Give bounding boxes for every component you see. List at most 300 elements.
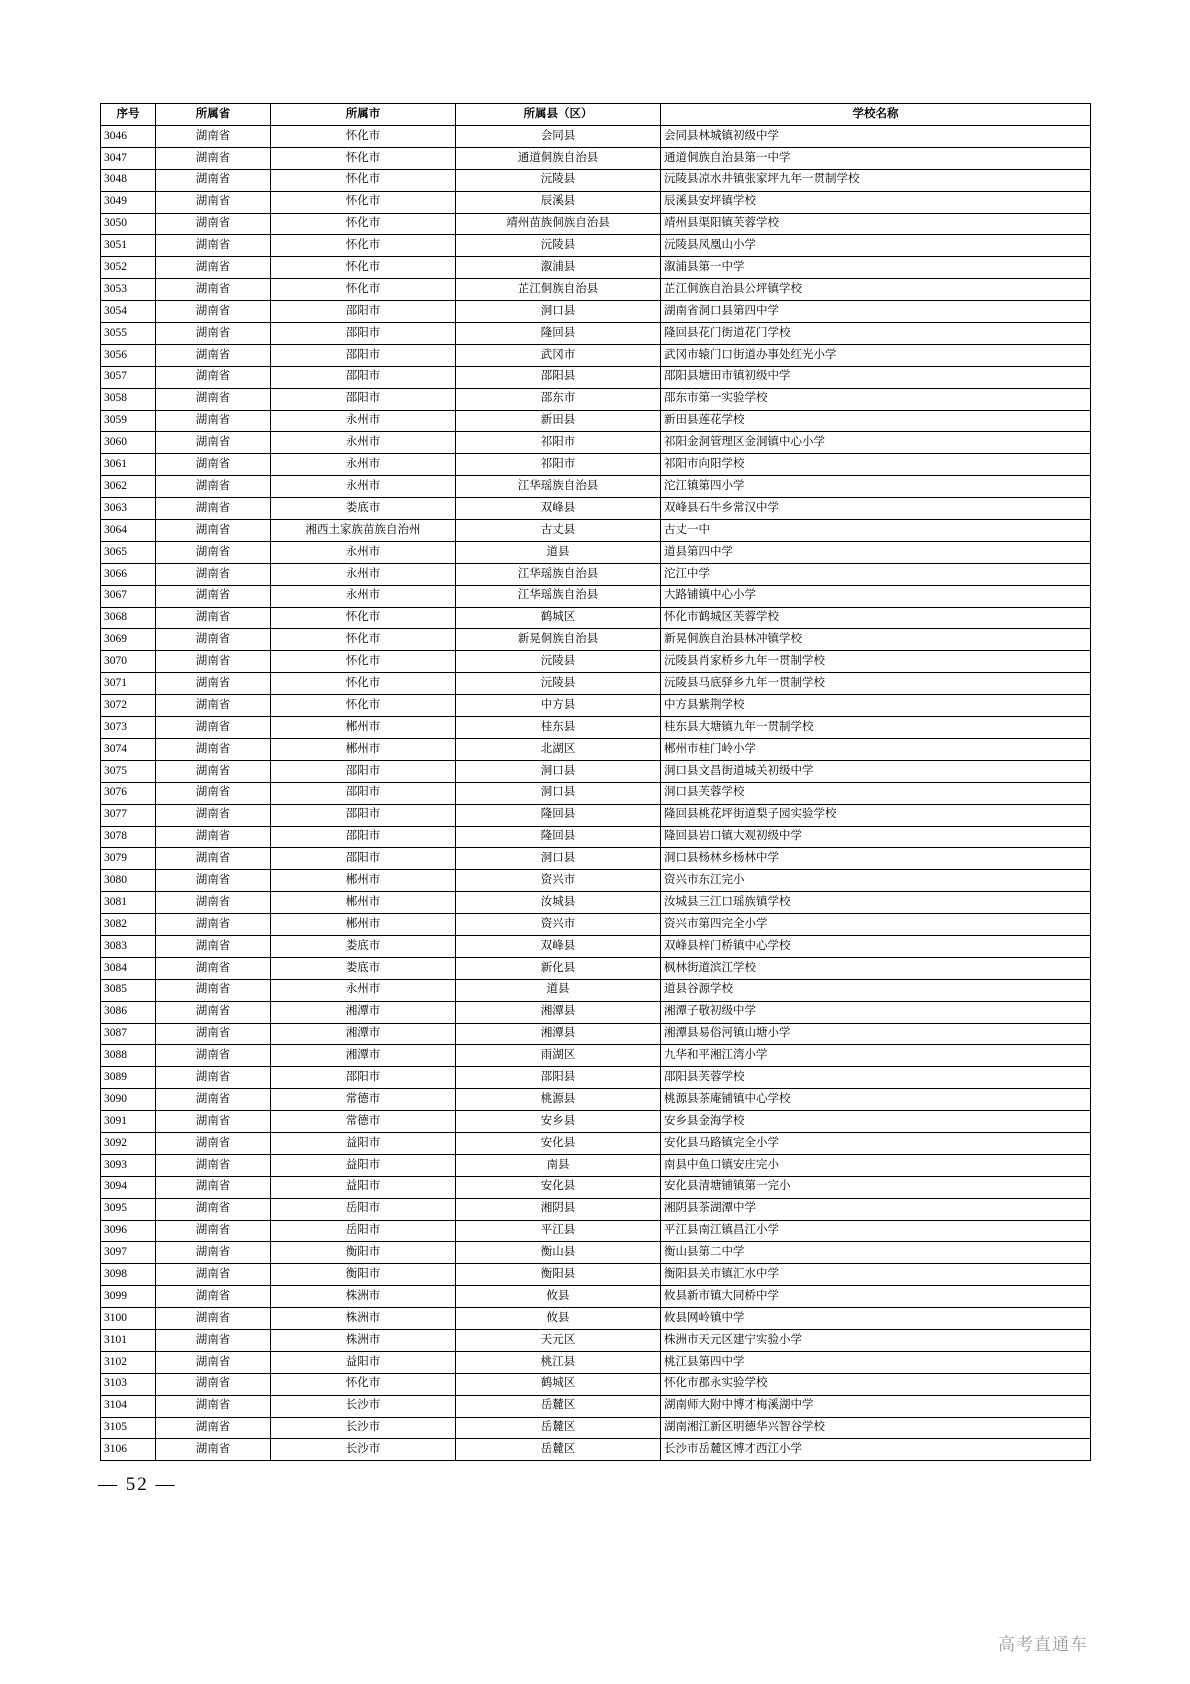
table-row	[101, 673, 1091, 695]
cell-seq: 3103	[101, 1373, 156, 1395]
cell-county: 衡阳县	[456, 1264, 661, 1286]
cell-province: 湖南省	[156, 1198, 271, 1220]
cell-province: 湖南省	[156, 366, 271, 388]
cell-school-name: 攸县网岭镇中学	[661, 1308, 1091, 1330]
cell-school-name: 会同县林城镇初级中学	[661, 126, 1091, 148]
cell-school-name: 中方县紫荆学校	[661, 695, 1091, 717]
column-header-3: 所属县（区）	[456, 104, 661, 126]
table-row	[101, 126, 1091, 148]
cell-city: 益阳市	[271, 1132, 456, 1154]
table-row	[101, 738, 1091, 760]
cell-province: 湖南省	[156, 169, 271, 191]
cell-county: 古丈县	[456, 520, 661, 542]
cell-seq: 3066	[101, 563, 156, 585]
school-table-container	[100, 103, 1090, 1461]
cell-seq: 3063	[101, 498, 156, 520]
cell-seq: 3051	[101, 235, 156, 257]
cell-province: 湖南省	[156, 1176, 271, 1198]
cell-seq: 3057	[101, 366, 156, 388]
cell-city: 邵阳市	[271, 782, 456, 804]
cell-county: 祁阳市	[456, 454, 661, 476]
cell-province: 湖南省	[156, 432, 271, 454]
cell-school-name: 桃江县第四中学	[661, 1351, 1091, 1373]
cell-school-name: 湖南师大附中博才梅溪湖中学	[661, 1395, 1091, 1417]
cell-city: 岳阳市	[271, 1220, 456, 1242]
cell-county: 雨湖区	[456, 1045, 661, 1067]
cell-city: 怀化市	[271, 213, 456, 235]
table-row	[101, 476, 1091, 498]
cell-seq: 3054	[101, 301, 156, 323]
page-number: — 52 —	[98, 1474, 177, 1495]
cell-seq: 3077	[101, 804, 156, 826]
cell-seq: 3088	[101, 1045, 156, 1067]
table-row	[101, 1395, 1091, 1417]
cell-city: 长沙市	[271, 1417, 456, 1439]
table-row	[101, 147, 1091, 169]
cell-county: 岳麓区	[456, 1417, 661, 1439]
table-row	[101, 957, 1091, 979]
cell-seq: 3100	[101, 1308, 156, 1330]
cell-school-name: 新田县莲花学校	[661, 410, 1091, 432]
cell-city: 邵阳市	[271, 848, 456, 870]
table-row	[101, 520, 1091, 542]
table-row	[101, 1439, 1091, 1461]
cell-city: 永州市	[271, 585, 456, 607]
cell-city: 怀化市	[271, 126, 456, 148]
cell-seq: 3097	[101, 1242, 156, 1264]
cell-province: 湖南省	[156, 541, 271, 563]
cell-county: 沅陵县	[456, 169, 661, 191]
cell-county: 芷江侗族自治县	[456, 279, 661, 301]
cell-county: 江华瑶族自治县	[456, 476, 661, 498]
cell-city: 邵阳市	[271, 388, 456, 410]
cell-seq: 3067	[101, 585, 156, 607]
cell-seq: 3052	[101, 257, 156, 279]
cell-province: 湖南省	[156, 1264, 271, 1286]
cell-seq: 3093	[101, 1154, 156, 1176]
table-row	[101, 1198, 1091, 1220]
cell-school-name: 邵东市第一实验学校	[661, 388, 1091, 410]
cell-city: 株洲市	[271, 1308, 456, 1330]
table-body	[101, 126, 1091, 1461]
cell-seq: 3098	[101, 1264, 156, 1286]
cell-province: 湖南省	[156, 979, 271, 1001]
cell-county: 会同县	[456, 126, 661, 148]
cell-province: 湖南省	[156, 1045, 271, 1067]
cell-seq: 3082	[101, 914, 156, 936]
cell-school-name: 长沙市岳麓区博才西江小学	[661, 1439, 1091, 1461]
table-row	[101, 935, 1091, 957]
cell-seq: 3089	[101, 1067, 156, 1089]
cell-city: 郴州市	[271, 914, 456, 936]
cell-school-name: 道县谷源学校	[661, 979, 1091, 1001]
table-row	[101, 870, 1091, 892]
cell-school-name: 湘潭县易俗河镇山塘小学	[661, 1023, 1091, 1045]
cell-county: 攸县	[456, 1308, 661, 1330]
cell-county: 桃江县	[456, 1351, 661, 1373]
cell-province: 湖南省	[156, 892, 271, 914]
cell-county: 湘阴县	[456, 1198, 661, 1220]
cell-county: 沅陵县	[456, 651, 661, 673]
cell-school-name: 祁阳金洞管理区金洞镇中心小学	[661, 432, 1091, 454]
cell-county: 隆回县	[456, 804, 661, 826]
table-row	[101, 410, 1091, 432]
cell-seq: 3062	[101, 476, 156, 498]
cell-city: 怀化市	[271, 695, 456, 717]
cell-county: 邵东市	[456, 388, 661, 410]
cell-school-name: 沅陵县肖家桥乡九年一贯制学校	[661, 651, 1091, 673]
cell-seq: 3091	[101, 1111, 156, 1133]
cell-seq: 3099	[101, 1286, 156, 1308]
cell-province: 湖南省	[156, 629, 271, 651]
table-row	[101, 1417, 1091, 1439]
cell-province: 湖南省	[156, 301, 271, 323]
table-row	[101, 1001, 1091, 1023]
table-row	[101, 585, 1091, 607]
cell-county: 洞口县	[456, 782, 661, 804]
watermark-text: 高考直通车	[998, 1635, 1088, 1654]
cell-county: 邵阳县	[456, 366, 661, 388]
cell-province: 湖南省	[156, 957, 271, 979]
cell-school-name: 祁阳市向阳学校	[661, 454, 1091, 476]
cell-seq: 3081	[101, 892, 156, 914]
table-row	[101, 1286, 1091, 1308]
cell-county: 天元区	[456, 1329, 661, 1351]
cell-seq: 3061	[101, 454, 156, 476]
cell-city: 益阳市	[271, 1176, 456, 1198]
cell-city: 郴州市	[271, 870, 456, 892]
cell-city: 娄底市	[271, 957, 456, 979]
cell-seq: 3094	[101, 1176, 156, 1198]
cell-county: 道县	[456, 541, 661, 563]
cell-county: 北湖区	[456, 738, 661, 760]
cell-school-name: 靖州县渠阳镇芙蓉学校	[661, 213, 1091, 235]
cell-city: 邵阳市	[271, 760, 456, 782]
cell-school-name: 湘阴县茶湖潭中学	[661, 1198, 1091, 1220]
cell-county: 鹤城区	[456, 607, 661, 629]
cell-province: 湖南省	[156, 1308, 271, 1330]
cell-school-name: 资兴市东江完小	[661, 870, 1091, 892]
cell-city: 永州市	[271, 541, 456, 563]
cell-school-name: 洞口县杨林乡杨林中学	[661, 848, 1091, 870]
cell-county: 洞口县	[456, 760, 661, 782]
cell-city: 岳阳市	[271, 1198, 456, 1220]
cell-seq: 3050	[101, 213, 156, 235]
cell-seq: 3104	[101, 1395, 156, 1417]
column-header-1: 所属省	[156, 104, 271, 126]
cell-county: 湘潭县	[456, 1023, 661, 1045]
cell-seq: 3055	[101, 323, 156, 345]
cell-city: 湘潭市	[271, 1001, 456, 1023]
cell-county: 安乡县	[456, 1111, 661, 1133]
table-row	[101, 892, 1091, 914]
cell-province: 湖南省	[156, 1089, 271, 1111]
cell-school-name: 桃源县茶庵铺镇中心学校	[661, 1089, 1091, 1111]
cell-county: 双峰县	[456, 498, 661, 520]
cell-school-name: 平江县南江镇昌江小学	[661, 1220, 1091, 1242]
cell-province: 湖南省	[156, 1220, 271, 1242]
cell-school-name: 攸县新市镇大同桥中学	[661, 1286, 1091, 1308]
cell-province: 湖南省	[156, 235, 271, 257]
cell-city: 郴州市	[271, 738, 456, 760]
cell-school-name: 怀化市鹤城区芙蓉学校	[661, 607, 1091, 629]
cell-school-name: 洞口县芙蓉学校	[661, 782, 1091, 804]
cell-school-name: 芷江侗族自治县公坪镇学校	[661, 279, 1091, 301]
table-row	[101, 1045, 1091, 1067]
cell-city: 娄底市	[271, 935, 456, 957]
table-row	[101, 1329, 1091, 1351]
cell-school-name: 九华和平湘江湾小学	[661, 1045, 1091, 1067]
cell-city: 怀化市	[271, 607, 456, 629]
cell-city: 邵阳市	[271, 826, 456, 848]
cell-city: 永州市	[271, 454, 456, 476]
cell-seq: 3059	[101, 410, 156, 432]
cell-school-name: 汝城县三江口瑶族镇学校	[661, 892, 1091, 914]
cell-city: 怀化市	[271, 673, 456, 695]
cell-province: 湖南省	[156, 257, 271, 279]
cell-province: 湖南省	[156, 738, 271, 760]
cell-county: 鹤城区	[456, 1373, 661, 1395]
table-row	[101, 235, 1091, 257]
cell-province: 湖南省	[156, 1286, 271, 1308]
cell-county: 攸县	[456, 1286, 661, 1308]
cell-seq: 3084	[101, 957, 156, 979]
cell-province: 湖南省	[156, 848, 271, 870]
cell-school-name: 邵阳县塘田市镇初级中学	[661, 366, 1091, 388]
table-row	[101, 1132, 1091, 1154]
cell-seq: 3071	[101, 673, 156, 695]
cell-province: 湖南省	[156, 147, 271, 169]
cell-county: 汝城县	[456, 892, 661, 914]
table-row	[101, 782, 1091, 804]
cell-city: 湘潭市	[271, 1023, 456, 1045]
table-row	[101, 1023, 1091, 1045]
table-row	[101, 1373, 1091, 1395]
cell-county: 隆回县	[456, 826, 661, 848]
cell-seq: 3083	[101, 935, 156, 957]
cell-city: 永州市	[271, 410, 456, 432]
cell-county: 祁阳市	[456, 432, 661, 454]
column-header-4: 学校名称	[661, 104, 1091, 126]
cell-county: 衡山县	[456, 1242, 661, 1264]
cell-city: 永州市	[271, 432, 456, 454]
cell-province: 湖南省	[156, 126, 271, 148]
cell-city: 湘潭市	[271, 1045, 456, 1067]
cell-school-name: 安化县清塘铺镇第一完小	[661, 1176, 1091, 1198]
cell-city: 怀化市	[271, 279, 456, 301]
cell-city: 永州市	[271, 563, 456, 585]
cell-seq: 3092	[101, 1132, 156, 1154]
cell-city: 郴州市	[271, 717, 456, 739]
cell-city: 怀化市	[271, 147, 456, 169]
table-row	[101, 366, 1091, 388]
cell-province: 湖南省	[156, 1439, 271, 1461]
cell-province: 湖南省	[156, 1067, 271, 1089]
cell-city: 怀化市	[271, 629, 456, 651]
cell-province: 湖南省	[156, 1001, 271, 1023]
cell-city: 怀化市	[271, 235, 456, 257]
cell-province: 湖南省	[156, 782, 271, 804]
table-row	[101, 169, 1091, 191]
cell-school-name: 双峰县石牛乡常汉中学	[661, 498, 1091, 520]
cell-seq: 3096	[101, 1220, 156, 1242]
cell-school-name: 湖南省洞口县第四中学	[661, 301, 1091, 323]
cell-county: 新化县	[456, 957, 661, 979]
cell-school-name: 枫林街道滨江学校	[661, 957, 1091, 979]
cell-province: 湖南省	[156, 1417, 271, 1439]
cell-county: 洞口县	[456, 301, 661, 323]
cell-school-name: 株洲市天元区建宁实验小学	[661, 1329, 1091, 1351]
cell-school-name: 双峰县梓门桥镇中心学校	[661, 935, 1091, 957]
table-row	[101, 257, 1091, 279]
cell-seq: 3049	[101, 191, 156, 213]
cell-city: 郴州市	[271, 892, 456, 914]
cell-school-name: 怀化市郡永实验学校	[661, 1373, 1091, 1395]
cell-city: 邵阳市	[271, 344, 456, 366]
table-row	[101, 1089, 1091, 1111]
cell-province: 湖南省	[156, 695, 271, 717]
cell-school-name: 通道侗族自治县第一中学	[661, 147, 1091, 169]
cell-county: 溆浦县	[456, 257, 661, 279]
cell-province: 湖南省	[156, 454, 271, 476]
cell-province: 湖南省	[156, 520, 271, 542]
cell-county: 安化县	[456, 1132, 661, 1154]
cell-seq: 3079	[101, 848, 156, 870]
cell-school-name: 衡山县第二中学	[661, 1242, 1091, 1264]
column-header-2: 所属市	[271, 104, 456, 126]
cell-city: 益阳市	[271, 1154, 456, 1176]
cell-province: 湖南省	[156, 935, 271, 957]
table-row	[101, 760, 1091, 782]
cell-county: 双峰县	[456, 935, 661, 957]
cell-province: 湖南省	[156, 585, 271, 607]
cell-seq: 3102	[101, 1351, 156, 1373]
cell-county: 桃源县	[456, 1089, 661, 1111]
cell-city: 邵阳市	[271, 323, 456, 345]
cell-city: 衡阳市	[271, 1242, 456, 1264]
cell-county: 靖州苗族侗族自治县	[456, 213, 661, 235]
table-row	[101, 629, 1091, 651]
cell-seq: 3073	[101, 717, 156, 739]
cell-seq: 3075	[101, 760, 156, 782]
cell-school-name: 沅陵县马底驿乡九年一贯制学校	[661, 673, 1091, 695]
table-row	[101, 213, 1091, 235]
table-row	[101, 695, 1091, 717]
cell-city: 怀化市	[271, 257, 456, 279]
cell-city: 衡阳市	[271, 1264, 456, 1286]
cell-seq: 3080	[101, 870, 156, 892]
cell-school-name: 古丈一中	[661, 520, 1091, 542]
cell-seq: 3070	[101, 651, 156, 673]
cell-school-name: 洞口县文昌街道城关初级中学	[661, 760, 1091, 782]
cell-province: 湖南省	[156, 1395, 271, 1417]
cell-county: 武冈市	[456, 344, 661, 366]
cell-province: 湖南省	[156, 1373, 271, 1395]
table-row	[101, 279, 1091, 301]
cell-province: 湖南省	[156, 344, 271, 366]
cell-city: 益阳市	[271, 1351, 456, 1373]
cell-seq: 3047	[101, 147, 156, 169]
cell-county: 沅陵县	[456, 673, 661, 695]
table-row	[101, 914, 1091, 936]
cell-province: 湖南省	[156, 563, 271, 585]
cell-city: 娄底市	[271, 498, 456, 520]
cell-county: 江华瑶族自治县	[456, 585, 661, 607]
cell-school-name: 溆浦县第一中学	[661, 257, 1091, 279]
cell-city: 湘西土家族苗族自治州	[271, 520, 456, 542]
cell-city: 株洲市	[271, 1286, 456, 1308]
cell-school-name: 湖南湘江新区明德华兴智谷学校	[661, 1417, 1091, 1439]
cell-province: 湖南省	[156, 673, 271, 695]
cell-province: 湖南省	[156, 1329, 271, 1351]
cell-seq: 3058	[101, 388, 156, 410]
cell-school-name: 湘潭子敬初级中学	[661, 1001, 1091, 1023]
cell-province: 湖南省	[156, 651, 271, 673]
cell-seq: 3106	[101, 1439, 156, 1461]
table-row	[101, 191, 1091, 213]
cell-county: 岳麓区	[456, 1439, 661, 1461]
cell-seq: 3048	[101, 169, 156, 191]
cell-seq: 3072	[101, 695, 156, 717]
cell-seq: 3086	[101, 1001, 156, 1023]
table-row	[101, 717, 1091, 739]
table-row	[101, 1111, 1091, 1133]
cell-province: 湖南省	[156, 1111, 271, 1133]
cell-county: 平江县	[456, 1220, 661, 1242]
cell-school-name: 隆回县花门街道花门学校	[661, 323, 1091, 345]
table-row	[101, 1176, 1091, 1198]
cell-seq: 3101	[101, 1329, 156, 1351]
cell-province: 湖南省	[156, 1023, 271, 1045]
table-row	[101, 1351, 1091, 1373]
cell-city: 邵阳市	[271, 301, 456, 323]
table-row	[101, 804, 1091, 826]
table-row	[101, 323, 1091, 345]
cell-city: 株洲市	[271, 1329, 456, 1351]
cell-city: 长沙市	[271, 1395, 456, 1417]
cell-seq: 3046	[101, 126, 156, 148]
cell-seq: 3076	[101, 782, 156, 804]
cell-seq: 3090	[101, 1089, 156, 1111]
school-table	[100, 103, 1091, 1461]
cell-city: 长沙市	[271, 1439, 456, 1461]
cell-province: 湖南省	[156, 410, 271, 432]
cell-seq: 3074	[101, 738, 156, 760]
table-row	[101, 607, 1091, 629]
table-row	[101, 388, 1091, 410]
cell-county: 隆回县	[456, 323, 661, 345]
cell-school-name: 郴州市桂门岭小学	[661, 738, 1091, 760]
table-row	[101, 1154, 1091, 1176]
cell-county: 沅陵县	[456, 235, 661, 257]
cell-city: 永州市	[271, 476, 456, 498]
cell-province: 湖南省	[156, 388, 271, 410]
table-row	[101, 848, 1091, 870]
cell-county: 道县	[456, 979, 661, 1001]
table-row	[101, 1067, 1091, 1089]
cell-county: 桂东县	[456, 717, 661, 739]
cell-school-name: 桂东县大塘镇九年一贯制学校	[661, 717, 1091, 739]
cell-seq: 3056	[101, 344, 156, 366]
cell-province: 湖南省	[156, 1132, 271, 1154]
cell-province: 湖南省	[156, 1242, 271, 1264]
cell-county: 新田县	[456, 410, 661, 432]
cell-school-name: 资兴市第四完全小学	[661, 914, 1091, 936]
table-row	[101, 432, 1091, 454]
cell-county: 南县	[456, 1154, 661, 1176]
cell-county: 江华瑶族自治县	[456, 563, 661, 585]
table-row	[101, 301, 1091, 323]
